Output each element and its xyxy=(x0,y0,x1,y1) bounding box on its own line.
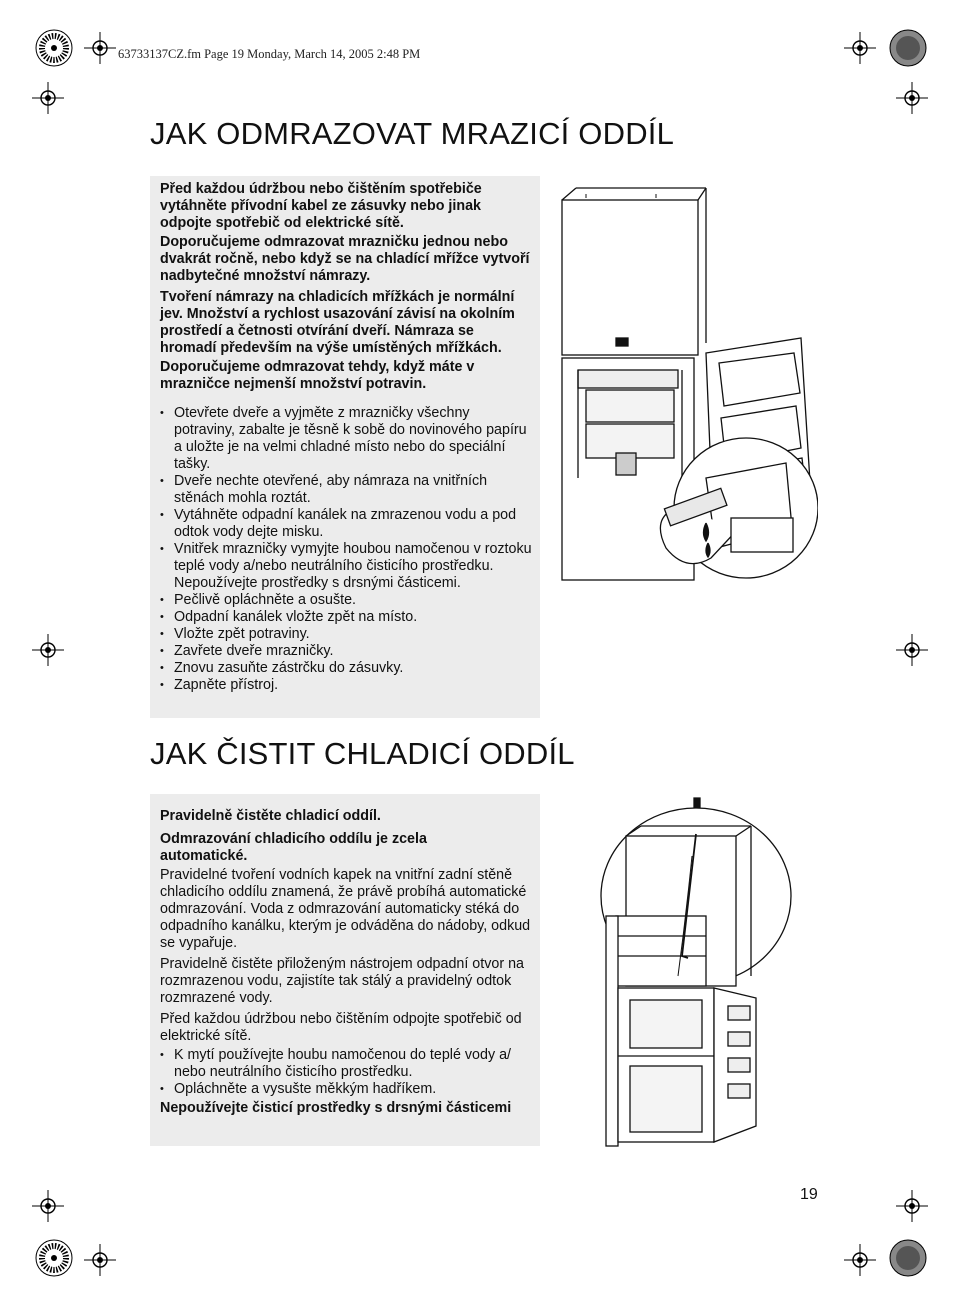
list-item: • Vložte zpět potraviny. xyxy=(160,626,532,643)
freezer-defrost-illustration xyxy=(556,178,818,593)
list-item: • Opláchněte a vysušte měkkým hadříkem. xyxy=(160,1081,532,1098)
list-item: • K mytí používejte houbu namočenou do teplé vody a/ nebo neutrálního čisticího prostředku. xyxy=(160,1047,532,1081)
list-item: • Vnitřek mrazničky vymyjte houbou namočenou v roztoku teplé vody a/nebo neutrálního čisticího prostředku. Nepoužívejte prostředky s drsnými částicemi. xyxy=(160,541,532,592)
lead-paragraph: Pravidelně čistěte chladicí oddíl. xyxy=(160,808,381,824)
registration-mark-top-right-icon xyxy=(888,28,928,68)
crosshair-bottom-right-icon xyxy=(844,1244,876,1276)
crosshair-left-upper-icon xyxy=(32,82,64,114)
body-paragraph: Pravidelné tvoření vodních kapek na vnitřní zadní stěně chladicího oddílu znamená, že právě probíhá automatické odmrazování. Voda z odmrazování automaticky stéká do odpadního kanálku, kterým je odváděna do nádoby, odkud se vypařuje. xyxy=(160,867,531,951)
section-title-freezer-defrost: JAK ODMRAZOVAT MRAZICÍ ODDÍL xyxy=(150,116,675,151)
freezer-defrost-panel xyxy=(150,176,540,718)
registration-mark-bottom-right-icon xyxy=(888,1238,928,1278)
list-item: • Pečlivě opláchněte a osušte. xyxy=(160,592,532,609)
list-item: • Odpadní kanálek vložte zpět na místo. xyxy=(160,609,532,626)
page-number: 19 xyxy=(800,1186,818,1203)
fridge-drain-illustration xyxy=(596,796,796,1157)
list-item: • Vytáhněte odpadní kanálek na zmrazenou vodu a pod odtok vody dejte misku. xyxy=(160,507,532,541)
crosshair-left-middle-icon xyxy=(32,634,64,666)
crosshair-top-right-icon xyxy=(844,32,876,64)
crosshair-bottom-left-icon xyxy=(84,1244,116,1276)
section-title-fridge-clean: JAK ČISTIT CHLADICÍ ODDÍL xyxy=(150,736,575,771)
list-item: • Dveře nechte otevřené, aby námraza na vnitřních stěnách mohla roztát. xyxy=(160,473,532,507)
body-paragraph: Před každou údržbou nebo čištěním odpojte spotřebič od elektrické sítě. xyxy=(160,1011,522,1044)
crosshair-right-upper-icon xyxy=(896,82,928,114)
crosshair-right-middle-icon xyxy=(896,634,928,666)
intro-paragraph: Před každou údržbou nebo čištěním spotřebiče vytáhněte přívodní kabel ze zásuvky nebo jinak odpojte spotřebič od elektrické sítě. xyxy=(160,181,482,231)
cleaning-steps-list xyxy=(160,1047,532,1098)
list-item: • Otevřete dveře a vyjměte z mrazničky všechny potraviny, zabalte je těsně k sobě do novinového papíru a uložte je na velmi chladné místo nebo do speciální tašky. xyxy=(160,405,532,473)
list-item: • Zavřete dveře mrazničky. xyxy=(160,643,532,660)
print-file-header: 63733137CZ.fm Page 19 Monday, March 14, 2005 2:48 PM xyxy=(118,47,421,61)
warning-paragraph: Nepoužívejte čisticí prostředky s drsnými částicemi xyxy=(160,1100,512,1116)
body-paragraph: Pravidelně čistěte přiloženým nástrojem odpadní otvor na rozmrazenou vodu, zajistíte tak stálý a pravidelný odtok rozmrazené vody. xyxy=(160,956,524,1006)
crosshair-right-lower-icon xyxy=(896,1190,928,1222)
crosshair-left-lower-icon xyxy=(32,1190,64,1222)
lead-paragraph: Odmrazování chladicího oddílu je zcela automatické. xyxy=(160,831,427,864)
intro-paragraph: Tvoření námrazy na chladicích mřížkách je normální jev. Množství a rychlost usazování závisí na okolním prostředí a četnosti otvírání dveří. Námraza se hromadí především na výše umístěných mřížkách. xyxy=(160,289,515,356)
intro-paragraph: Doporučujeme odmrazovat tehdy, když máte v mrazničce nejmenší množství potravin. xyxy=(160,359,475,392)
list-item: • Znovu zasuňte zástrčku do zásuvky. xyxy=(160,660,532,677)
crosshair-top-left-icon xyxy=(84,32,116,64)
registration-mark-bottom-left-icon xyxy=(34,1238,74,1278)
list-item: • Zapněte přístroj. xyxy=(160,677,532,694)
registration-mark-top-left-icon xyxy=(34,28,74,68)
defrost-steps-list xyxy=(160,405,532,694)
intro-paragraph: Doporučujeme odmrazovat mrazničku jednou nebo dvakrát ročně, nebo když se na chladící mřížce vytvoří nadbytečné množství námrazy. xyxy=(160,234,530,284)
fridge-clean-panel xyxy=(150,794,540,1146)
